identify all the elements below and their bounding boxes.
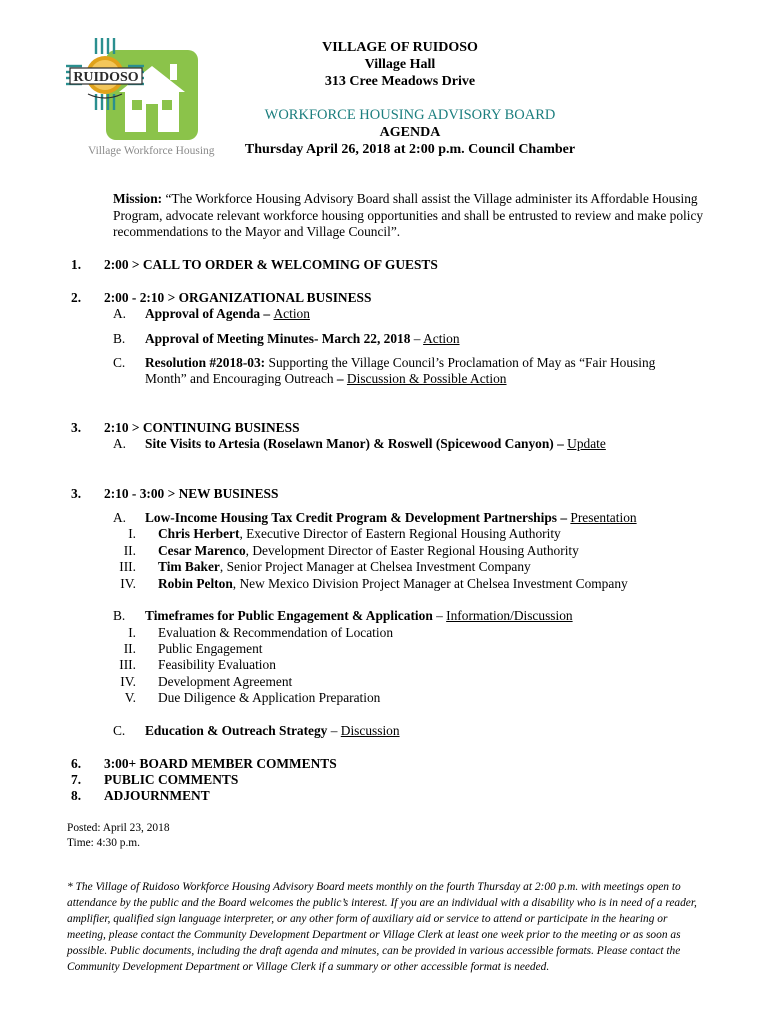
separator: – [336,371,347,386]
item-3b-b-letter: B. [113,608,126,623]
item-6-number: 6. [71,756,82,771]
roman-numeral: I. [128,625,136,640]
item-2-number: 2. [71,290,82,305]
presenter-role: , Executive Director of Eastern Regional Housing Authority [239,526,561,541]
item-7-number: 7. [71,772,82,787]
presenter-item [158,543,579,560]
separator: – [327,723,341,738]
presenter-role: , New Mexico Division Project Manager at Chelsea Investment Company [232,576,628,591]
item-2-heading: 2:00 - 2:10 > ORGANIZATIONAL BUSINESS [104,290,372,305]
item-2b-letter: B. [113,331,126,346]
header-village-hall: Village Hall [364,57,436,72]
item-6-heading: 3:00+ BOARD MEMBER COMMENTS [104,756,337,771]
item-2b [145,331,460,348]
item-2c-title: Resolution #2018-03: [145,355,266,370]
posted-date: Posted: April 23, 2018 [67,822,170,834]
item-2c-text: Supporting the Village Council’s Proclamation of May as “Fair Housing [265,355,656,370]
item-3b-c-title: Education & Outreach Strategy [145,723,328,738]
item-3b-heading: 2:10 - 3:00 > NEW BUSINESS [104,486,279,501]
item-3-number: 3. [71,420,82,435]
item-2c-letter: C. [113,355,126,370]
presenter-role: , Development Director of Easter Regional Housing Authority [245,543,579,558]
item-3b-a [145,510,637,527]
board-title: WORKFORCE HOUSING ADVISORY BOARD [264,107,556,123]
presenter-item [158,576,628,593]
action-link: Presentation [570,510,637,525]
item-2a-title: Approval of Agenda – [145,306,274,321]
timeframe-item: Development Agreement [158,674,293,689]
action-link: Update [567,436,606,451]
item-3b-a-title: Low-Income Housing Tax Credit Program & Development Partnerships – [145,510,571,525]
presenter-name: Chris Herbert [158,526,240,541]
timeframe-item: Public Engagement [158,641,263,656]
separator: – [410,331,424,346]
timeframe-item: Feasibility Evaluation [158,657,276,672]
item-2c-text-2: Month” and Encouraging Outreach [145,371,337,386]
agenda-title: AGENDA [379,125,441,140]
timeframe-item: Evaluation & Recommendation of Location [158,625,394,640]
presenter-item [158,526,561,543]
house-logo-icon [62,36,222,158]
presenter-item [158,559,531,576]
logo-caption: Village Workforce Housing [88,145,215,157]
roman-numeral: IV. [120,576,136,591]
header-village-name: VILLAGE OF RUIDOSO [322,40,478,55]
item-3b-b [145,608,573,625]
accessibility-footnote: * The Village of Ruidoso Workforce Housing Advisory Board meets monthly on the fourth Thursday at 2:00 p.m. with meetings open to attendance by the public and the Board welcomes the public’s interest. If you are an individual with a disability who is in need of a reader, amplifier, qualified sign language interpreter, or any other form of auxiliary aid or service to attend or participate in the hearing or meeting, please contact the Community Development Department or Village Clerk at least one week prior to the meeting or as soon as possible. Public documents, including the draft agenda and minutes, can be provided in various accessible formats. Please contact the Community Development Department or Village Clerk if a summary or other accessible format is needed. [67,881,697,973]
action-link: Discussion & Possible Action [346,371,507,386]
timeframe-item: Due Diligence & Application Preparation [158,690,381,705]
item-2a-letter: A. [113,306,127,321]
item-3b-c-letter: C. [113,723,126,738]
mission-statement [113,191,713,241]
action-link: Action [423,331,460,346]
meeting-info: Thursday April 26, 2018 at 2:00 p.m. Council Chamber [244,142,576,157]
roman-numeral: IV. [120,674,136,689]
roman-numeral: II. [123,543,136,558]
item-7-heading: PUBLIC COMMENTS [104,772,239,787]
item-3a-title: Site Visits to Artesia (Roselawn Manor) & Roswell (Spicewood Canyon) – [145,436,568,451]
roman-numeral: V. [124,690,136,705]
item-2a [145,306,310,323]
item-8-heading: ADJOURNMENT [104,788,210,803]
mission-text: “The Workforce Housing Advisory Board shall assist the Village administer its Affordable Housing Program, advocate relevant workforce housing opportunities and shall be entrusted to review and make policy recommendations to the Mayor and Village Council”. [113,191,704,239]
item-2c-line1 [145,355,655,372]
item-3b-b-title: Timeframes for Public Engagement & Application [145,608,433,623]
item-1-heading: 2:00 > CALL TO ORDER & WELCOMING OF GUESTS [104,257,438,272]
item-3b-c [145,723,400,740]
item-3b-a-letter: A. [113,510,127,525]
item-1-number: 1. [71,257,82,272]
item-3b-number: 3. [71,486,82,501]
action-link: Discussion [340,723,400,738]
item-3-heading: 2:10 > CONTINUING BUSINESS [104,420,300,435]
roman-numeral: III. [119,657,136,672]
header-address: 313 Cree Meadows Drive [324,74,476,89]
roman-numeral: II. [123,641,136,656]
item-2c-line2 [145,371,507,388]
roman-numeral: III. [119,559,136,574]
village-workforce-housing-logo [62,36,222,158]
posted-time: Time: 4:30 p.m. [67,837,140,849]
item-8-number: 8. [71,788,82,803]
presenter-name: Robin Pelton [158,576,233,591]
action-link: Action [273,306,310,321]
item-2b-title: Approval of Meeting Minutes- March 22, 2018 [145,331,411,346]
action-link: Information/Discussion [446,608,573,623]
presenter-role: , Senior Project Manager at Chelsea Investment Company [219,559,531,574]
presenter-name: Tim Baker [158,559,220,574]
presenter-name: Cesar Marenco [158,543,246,558]
separator: – [432,608,447,623]
item-3a [145,436,606,453]
roman-numeral: I. [128,526,136,541]
item-3a-letter: A. [113,436,127,451]
svg-text:RUIDOSO: RUIDOSO [73,70,139,85]
mission-label: Mission: [113,191,163,206]
